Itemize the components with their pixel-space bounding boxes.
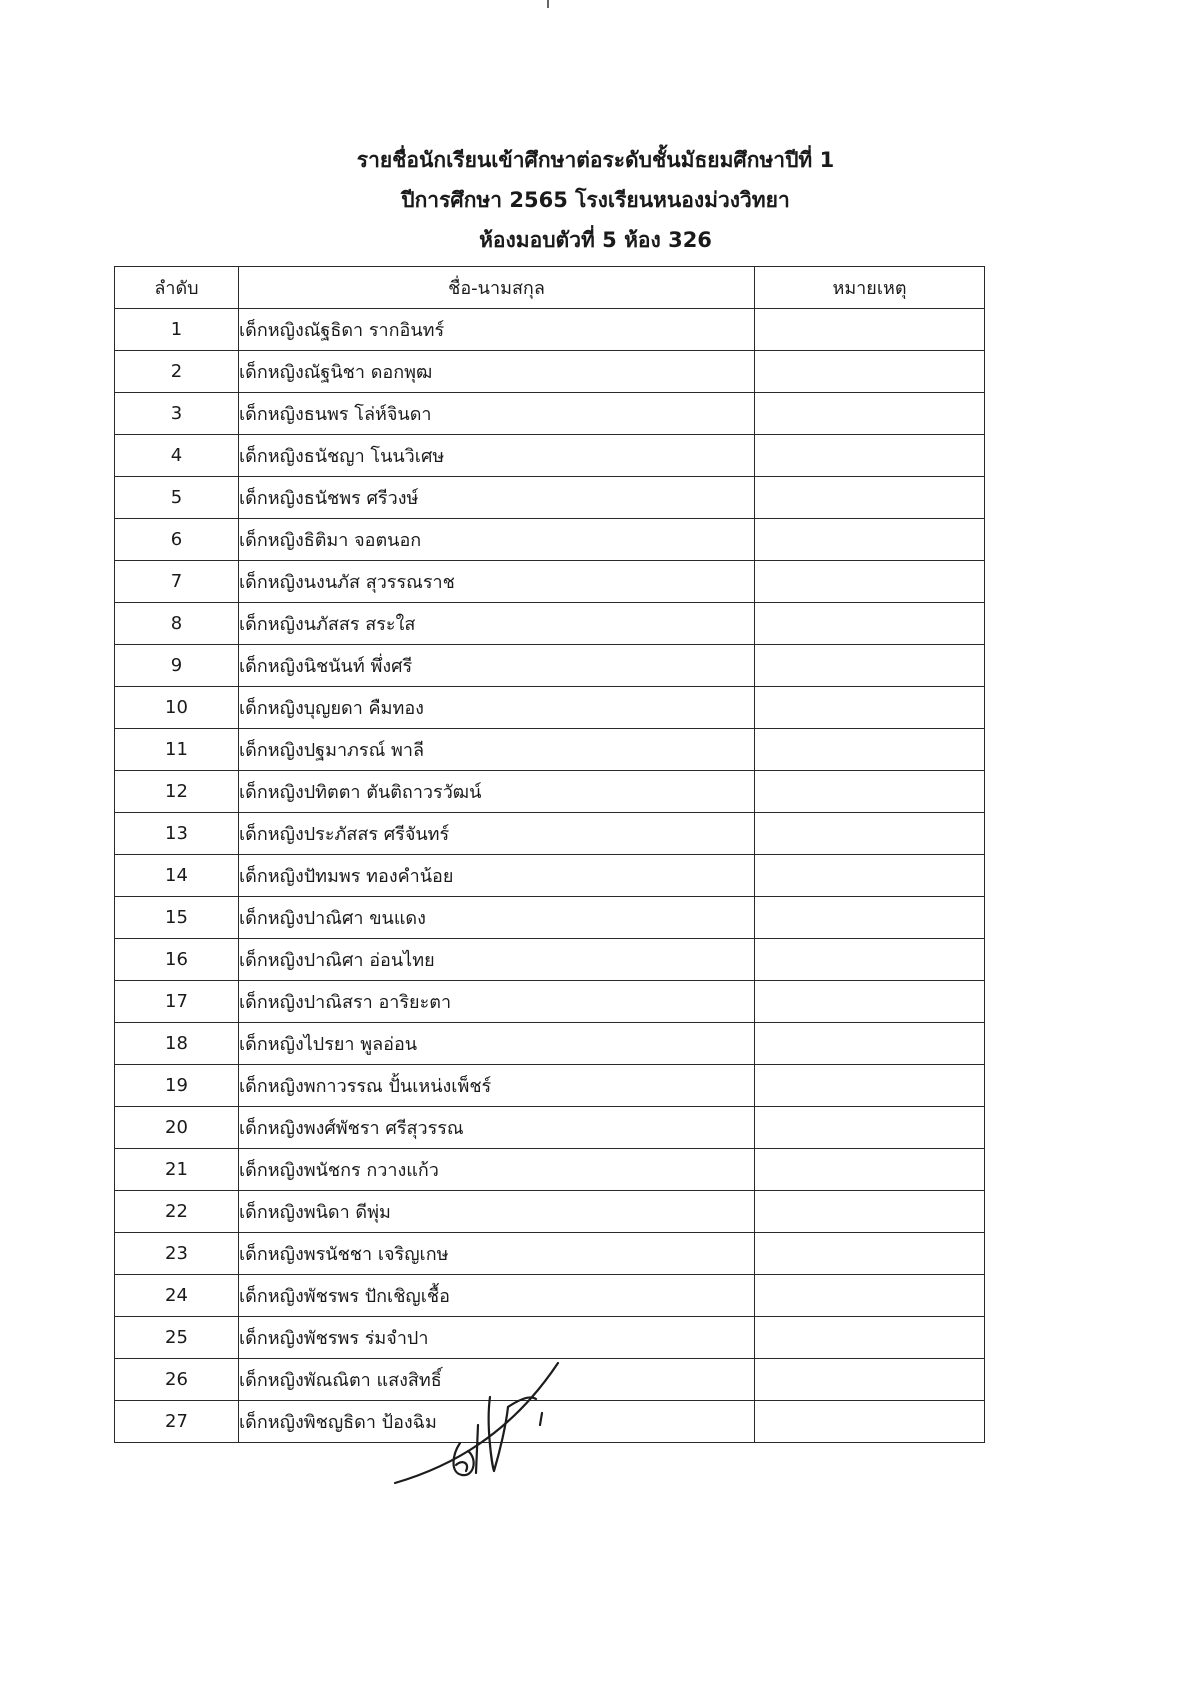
student-roster-table xyxy=(114,266,985,1443)
row-note xyxy=(755,1149,985,1191)
row-number: 22 xyxy=(115,1191,239,1233)
row-note xyxy=(755,1359,985,1401)
table-row xyxy=(115,1317,985,1359)
column-header-number: ลำดับ xyxy=(115,267,239,309)
document-header xyxy=(0,140,1191,260)
row-note xyxy=(755,645,985,687)
scan-mark xyxy=(547,0,549,8)
row-note xyxy=(755,309,985,351)
row-number: 5 xyxy=(115,477,239,519)
table-row xyxy=(115,771,985,813)
row-number: 15 xyxy=(115,897,239,939)
table-row xyxy=(115,351,985,393)
row-number: 2 xyxy=(115,351,239,393)
row-note xyxy=(755,1191,985,1233)
row-note xyxy=(755,435,985,477)
column-header-note: หมายเหตุ xyxy=(755,267,985,309)
student-name: เด็กหญิงประภัสสร ศรีจันทร์ xyxy=(239,813,755,855)
table-row xyxy=(115,1023,985,1065)
row-number: 19 xyxy=(115,1065,239,1107)
row-number: 9 xyxy=(115,645,239,687)
student-name: เด็กหญิงพรนัชชา เจริญเกษ xyxy=(239,1233,755,1275)
table-row xyxy=(115,435,985,477)
row-number: 3 xyxy=(115,393,239,435)
table-row xyxy=(115,309,985,351)
row-number: 13 xyxy=(115,813,239,855)
table-row xyxy=(115,519,985,561)
table-row xyxy=(115,981,985,1023)
table-row xyxy=(115,1191,985,1233)
row-note xyxy=(755,1317,985,1359)
table-row xyxy=(115,939,985,981)
table-row xyxy=(115,1275,985,1317)
row-number: 24 xyxy=(115,1275,239,1317)
row-note xyxy=(755,687,985,729)
document-title: รายชื่อนักเรียนเข้าศึกษาต่อระดับชั้นมัธยมศึกษาปีที่ 1 xyxy=(356,148,835,172)
student-name: เด็กหญิงปาณิสรา อาริยะตา xyxy=(239,981,755,1023)
row-note xyxy=(755,1107,985,1149)
enrollment-room: ห้องมอบตัวที่ 5 ห้อง 326 xyxy=(479,228,712,252)
row-number: 27 xyxy=(115,1401,239,1443)
table-row xyxy=(115,477,985,519)
row-note xyxy=(755,1233,985,1275)
student-name: เด็กหญิงธนัชญา โนนวิเศษ xyxy=(239,435,755,477)
row-number: 16 xyxy=(115,939,239,981)
student-name: เด็กหญิงปทิตตา ตันติถาวรวัฒน์ xyxy=(239,771,755,813)
student-name: เด็กหญิงธนัชพร ศรีวงษ์ xyxy=(239,477,755,519)
column-header-name: ชื่อ-นามสกุล xyxy=(239,267,755,309)
student-name: เด็กหญิงพงศ์พัชรา ศรีสุวรรณ xyxy=(239,1107,755,1149)
row-note xyxy=(755,477,985,519)
student-name: เด็กหญิงพัณณิตา แสงสิทธิ์ xyxy=(239,1359,755,1401)
table-row xyxy=(115,729,985,771)
student-name: เด็กหญิงนิชนันท์ พึ่งศรี xyxy=(239,645,755,687)
table-row xyxy=(115,1149,985,1191)
table-row xyxy=(115,393,985,435)
row-note xyxy=(755,393,985,435)
student-name: เด็กหญิงนภัสสร สระใส xyxy=(239,603,755,645)
row-note xyxy=(755,729,985,771)
student-name: เด็กหญิงปัทมพร ทองคำน้อย xyxy=(239,855,755,897)
row-note xyxy=(755,1065,985,1107)
row-note xyxy=(755,939,985,981)
student-name: เด็กหญิงณัฐธิดา รากอินทร์ xyxy=(239,309,755,351)
table-row xyxy=(115,603,985,645)
academic-year-school: ปีการศึกษา 2565 โรงเรียนหนองม่วงวิทยา xyxy=(401,188,790,212)
table-row xyxy=(115,855,985,897)
row-number: 20 xyxy=(115,1107,239,1149)
student-name: เด็กหญิงไปรยา พูลอ่อน xyxy=(239,1023,755,1065)
row-number: 7 xyxy=(115,561,239,603)
student-name: เด็กหญิงณัฐนิชา ดอกพุฒ xyxy=(239,351,755,393)
row-note xyxy=(755,771,985,813)
table-row xyxy=(115,1107,985,1149)
row-number: 23 xyxy=(115,1233,239,1275)
student-name: เด็กหญิงปฐมาภรณ์ พาลี xyxy=(239,729,755,771)
row-number: 12 xyxy=(115,771,239,813)
row-number: 1 xyxy=(115,309,239,351)
row-number: 6 xyxy=(115,519,239,561)
table-row xyxy=(115,687,985,729)
row-number: 4 xyxy=(115,435,239,477)
handwritten-signature xyxy=(390,1355,620,1495)
student-name: เด็กหญิงพัชรพร ร่มจำปา xyxy=(239,1317,755,1359)
row-note xyxy=(755,1275,985,1317)
row-note xyxy=(755,813,985,855)
row-note xyxy=(755,1401,985,1443)
row-number: 14 xyxy=(115,855,239,897)
row-number: 10 xyxy=(115,687,239,729)
student-name: เด็กหญิงพิชญธิดา ป้องฉิม xyxy=(239,1401,755,1443)
table-row xyxy=(115,1233,985,1275)
student-name: เด็กหญิงธิติมา จอตนอก xyxy=(239,519,755,561)
row-number: 26 xyxy=(115,1359,239,1401)
student-name: เด็กหญิงพนัชกร กวางแก้ว xyxy=(239,1149,755,1191)
row-number: 18 xyxy=(115,1023,239,1065)
student-name: เด็กหญิงปาณิศา ขนแดง xyxy=(239,897,755,939)
row-note xyxy=(755,981,985,1023)
student-name: เด็กหญิงพกาวรรณ ปั้นเหน่งเพ็ชร์ xyxy=(239,1065,755,1107)
student-name: เด็กหญิงธนพร โล่ห์จินดา xyxy=(239,393,755,435)
row-note xyxy=(755,519,985,561)
row-note xyxy=(755,351,985,393)
table-row xyxy=(115,813,985,855)
row-number: 25 xyxy=(115,1317,239,1359)
roster-body xyxy=(115,309,985,1443)
row-note xyxy=(755,561,985,603)
student-name: เด็กหญิงพัชรพร ปักเชิญเชื้อ xyxy=(239,1275,755,1317)
student-name: เด็กหญิงปาณิศา อ่อนไทย xyxy=(239,939,755,981)
student-name: เด็กหญิงพนิดา ดีพุ่ม xyxy=(239,1191,755,1233)
row-note xyxy=(755,855,985,897)
table-row xyxy=(115,1065,985,1107)
table-row xyxy=(115,561,985,603)
row-number: 8 xyxy=(115,603,239,645)
row-number: 17 xyxy=(115,981,239,1023)
table-row xyxy=(115,897,985,939)
table-header-row xyxy=(115,267,985,309)
student-name: เด็กหญิงนงนภัส สุวรรณราช xyxy=(239,561,755,603)
student-name: เด็กหญิงบุญยดา คืมทอง xyxy=(239,687,755,729)
row-number: 21 xyxy=(115,1149,239,1191)
row-note xyxy=(755,1023,985,1065)
row-note xyxy=(755,603,985,645)
table-row xyxy=(115,645,985,687)
row-note xyxy=(755,897,985,939)
row-number: 11 xyxy=(115,729,239,771)
